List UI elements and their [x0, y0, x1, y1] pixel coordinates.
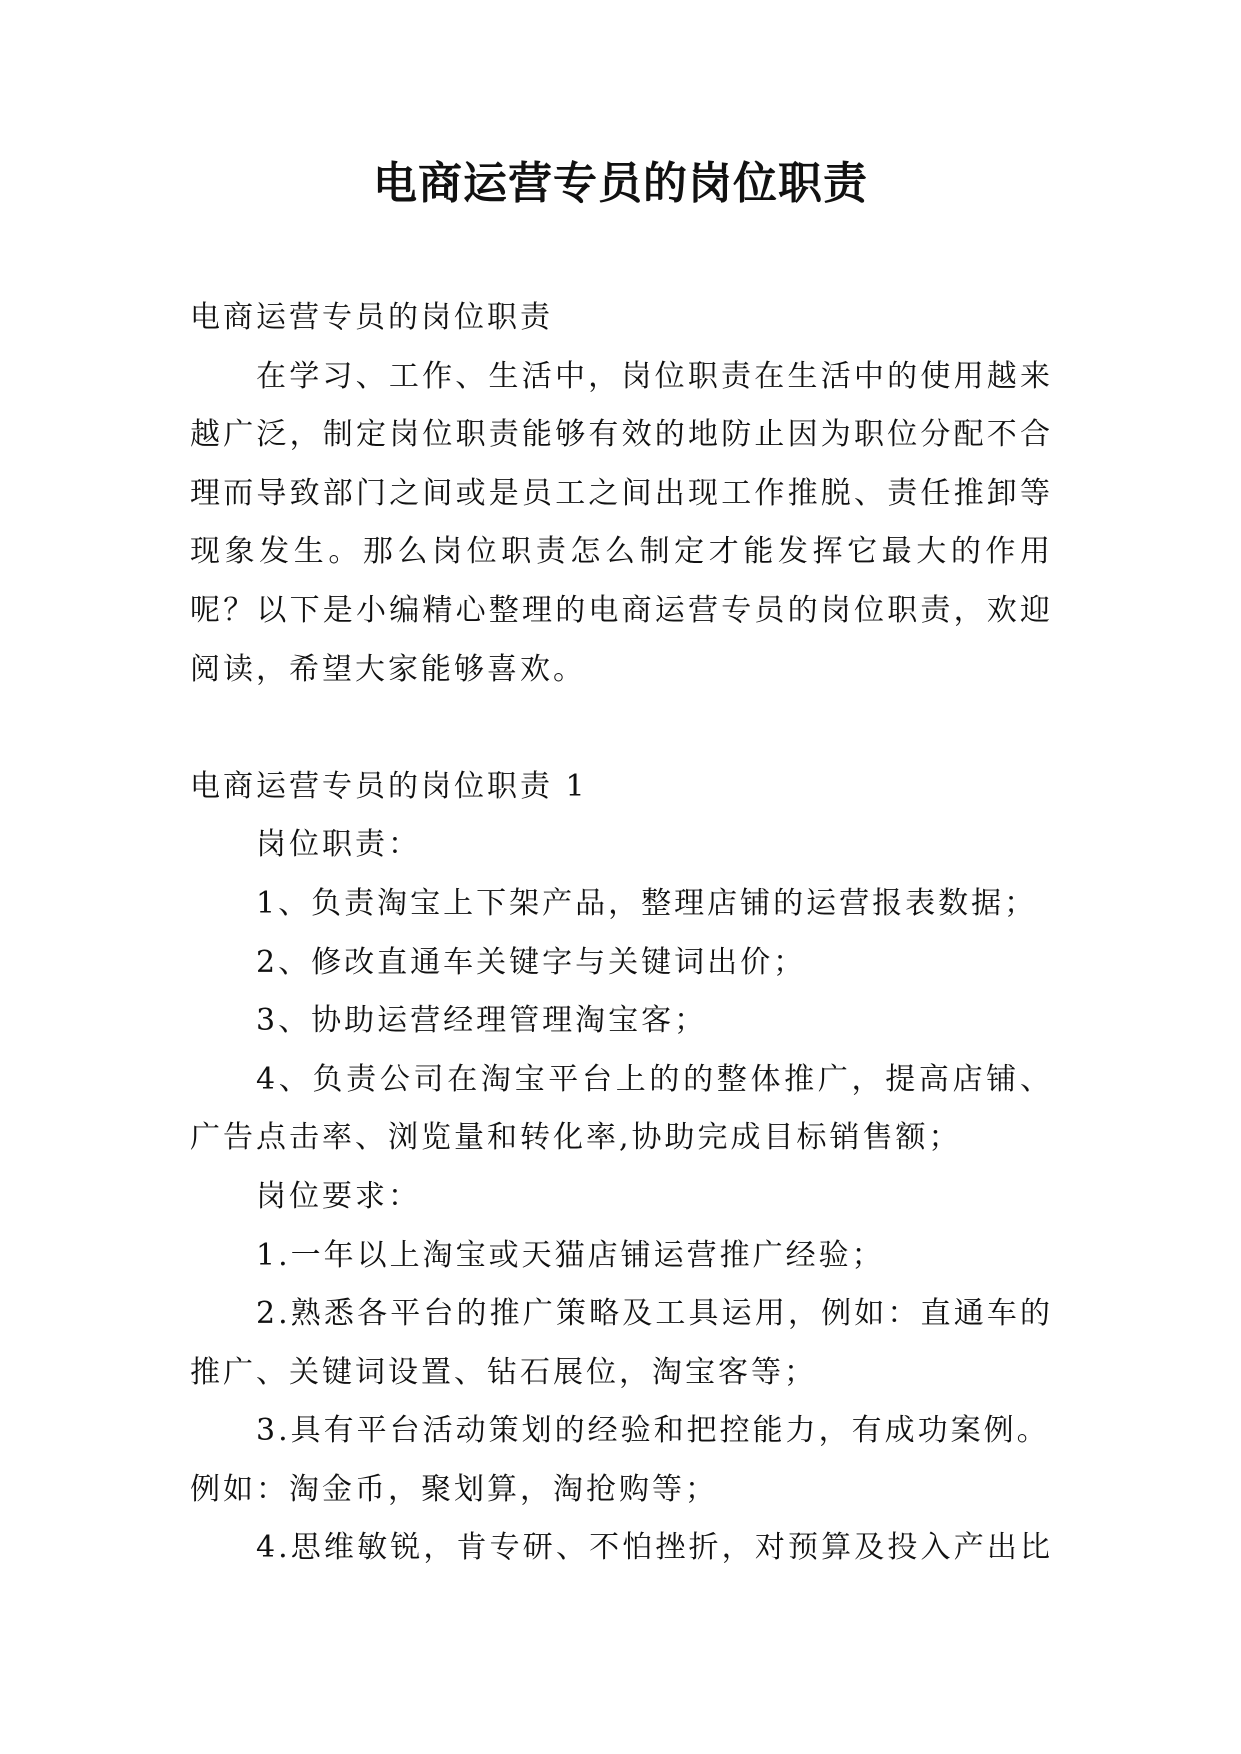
duty-line: 2、修改直通车关键字与关键词出价；: [256, 944, 807, 980]
blank-line: [190, 699, 1053, 758]
intro-line: 理而导致部门之间或是员工之间出现工作推脱、责任推卸等: [190, 475, 1053, 511]
duty-line: 4、负责公司在淘宝平台上的的整体推广，提高店铺、: [256, 1061, 1053, 1097]
duty-line: 1、负责淘宝上下架产品，整理店铺的运营报表数据；: [256, 885, 1038, 921]
intro-line: 呢？以下是小编精心整理的电商运营专员的岗位职责，欢迎: [190, 592, 1053, 628]
section-heading: 电商运营专员的岗位职责 1: [190, 768, 588, 804]
intro-line: 在学习、工作、生活中，岗位职责在生活中的使用越来: [256, 358, 1053, 394]
requirement-line: 2.熟悉各平台的推广策略及工具运用，例如：直通车的: [256, 1296, 1053, 1332]
intro-line: 越广泛，制定岗位职责能够有效的地防止因为职位分配不合: [190, 417, 1053, 453]
requirement-line: 3.具有平台活动策划的经验和把控能力，有成功案例。: [256, 1413, 1050, 1449]
requirement-line: 1.一年以上淘宝或天猫店铺运营推广经验；: [256, 1237, 885, 1273]
document-body: [190, 289, 1053, 1578]
page-title: 电商运营专员的岗位职责: [373, 158, 868, 209]
duty-line: 广告点击率、浏览量和转化率,协助完成目标销售额；: [190, 1120, 962, 1156]
duties-label: 岗位职责：: [256, 827, 421, 863]
doc-heading: 电商运营专员的岗位职责: [190, 300, 553, 335]
requirement-line: 4.思维敏锐，肯专研、不怕挫折，对预算及投入产出比: [256, 1530, 1053, 1566]
requirement-line: 例如：淘金币，聚划算，淘抢购等；: [190, 1471, 718, 1507]
intro-line: 阅读，希望大家能够喜欢。: [190, 651, 586, 687]
intro-line: 现象发生。那么岗位职责怎么制定才能发挥它最大的作用: [190, 534, 1053, 570]
duty-line: 3、协助运营经理管理淘宝客；: [256, 1003, 708, 1039]
requirement-line: 推广、关键词设置、钻石展位，淘宝客等；: [190, 1354, 817, 1390]
requirements-label: 岗位要求：: [256, 1178, 421, 1214]
